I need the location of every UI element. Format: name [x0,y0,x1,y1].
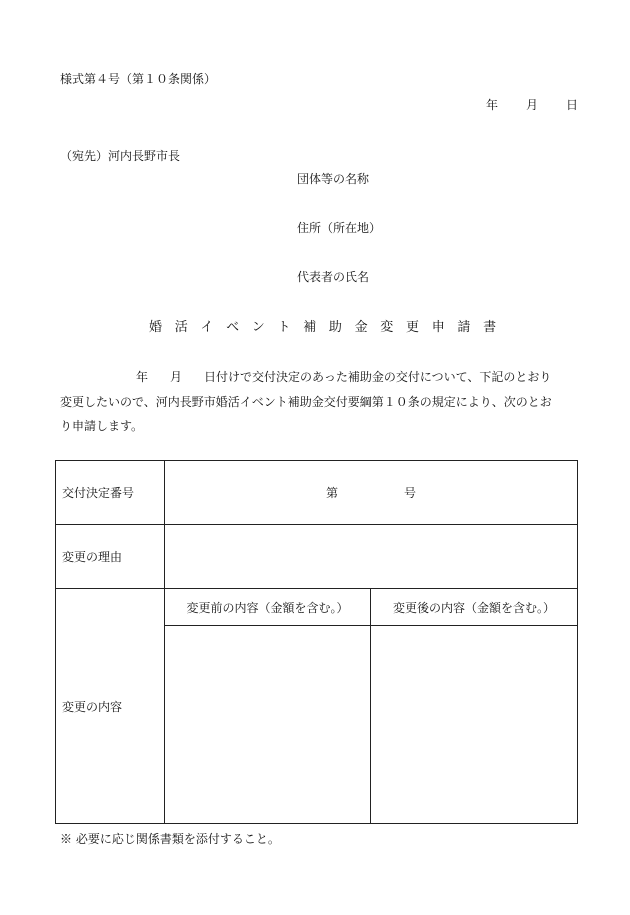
org-name-label: 団体等の名称 [297,172,370,186]
before-content-header: 変更前の内容（金額を含む。） [165,589,371,626]
decision-number-label: 交付決定番号 [56,461,165,525]
number-prefix: 第 [325,486,338,500]
body-year: 年 [136,370,149,384]
body-line-3: り申請します。 [60,419,144,433]
footnote: ※ 必要に応じ関係書類を添付すること。 [60,832,280,846]
body-line-1-text: 日付けで交付決定のあった補助金の交付について、下記のとおり [204,370,552,384]
body-line-2: 変更したいので、河内長野市婚活イベント補助金交付要綱第１０条の規定により、次のとお [60,394,552,409]
table-row-decision-number [56,461,578,525]
decision-number-field[interactable] [165,461,578,525]
after-content-field[interactable] [371,626,578,824]
address-label: 住所（所在地） [297,221,382,235]
date-day: 日 [566,98,579,112]
table-row-content-header [56,589,578,626]
document-title: 婚活イベント補助金変更申請書 [149,320,509,335]
form-number: 様式第４号（第１０条関係） [60,72,217,86]
content-label: 変更の内容 [56,589,165,824]
body-month: 月 [170,370,183,384]
application-table [55,460,578,824]
reason-field[interactable] [165,525,578,589]
addressee: （宛先）河内長野市長 [60,149,181,163]
reason-label: 変更の理由 [56,525,165,589]
date-year: 年 [486,98,499,112]
body-line-1 [60,365,578,390]
date-month: 月 [526,98,539,112]
representative-name-label: 代表者の氏名 [297,270,370,284]
number-suffix: 号 [404,486,417,500]
application-body [60,365,578,439]
table-row-reason [56,525,578,589]
after-content-header: 変更後の内容（金額を含む。） [371,589,578,626]
before-content-field[interactable] [165,626,371,824]
application-date [486,96,578,113]
